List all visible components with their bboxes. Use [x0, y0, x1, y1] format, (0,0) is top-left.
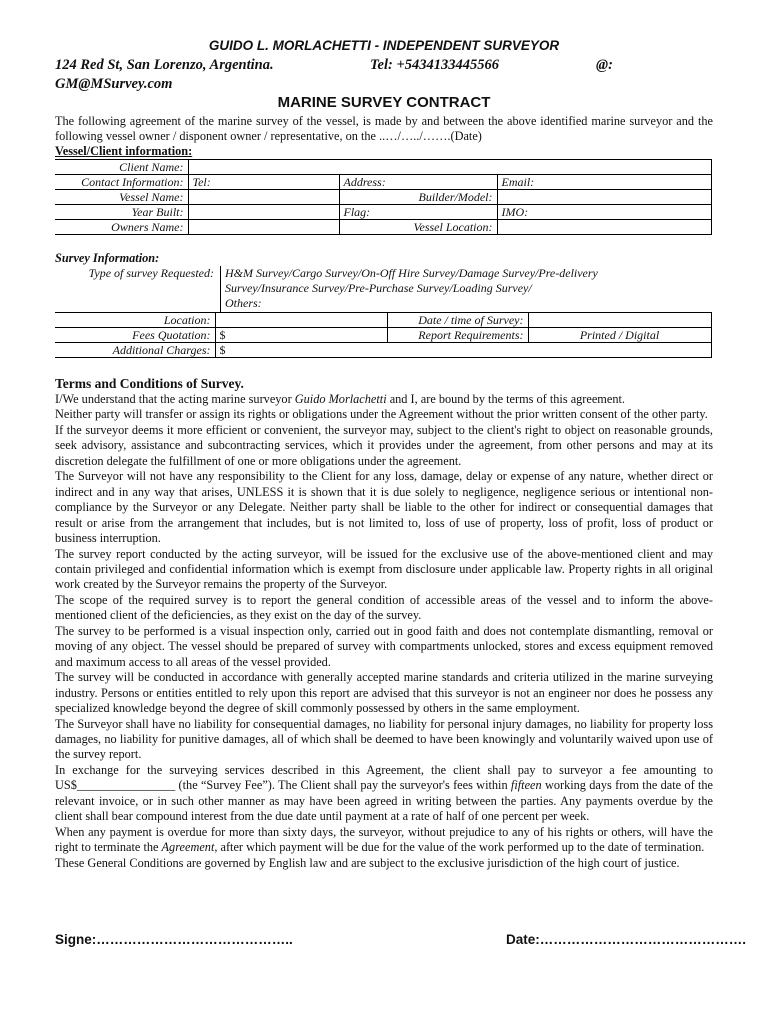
surveyor-tel: Tel: +5434133445566	[370, 57, 499, 73]
vessel-location-field[interactable]	[497, 220, 711, 235]
vessel-name-label: Vessel Name:	[55, 190, 188, 205]
survey-type-others: Others:	[225, 296, 262, 310]
terms-paragraph: The scope of the required survey is to report the general condition of accessible areas of the vessel and to inform the above-mentioned client of the deficiencies, as they exist on the day of the survey.	[55, 592, 713, 623]
year-built-field[interactable]	[188, 205, 339, 220]
tel-field[interactable]: Tel:	[188, 175, 339, 190]
agreement-italic: Agreement	[161, 840, 215, 855]
date-time-field[interactable]	[528, 313, 711, 328]
report-requirements-label: Report Requirements:	[387, 328, 528, 343]
survey-type-label: Type of survey Requested:	[88, 266, 214, 280]
additional-charges-field[interactable]: $	[215, 343, 711, 358]
fees-quotation-label: Fees Quotation:	[55, 328, 215, 343]
vessel-section-heading: Vessel/Client information:	[55, 144, 193, 158]
surveyor-address: 124 Red St, San Lorenzo, Argentina.	[55, 57, 274, 73]
survey-type-line: H&M Survey/Cargo Survey/On-Off Hire Survey/Damage Survey/Pre-delivery	[225, 266, 598, 280]
table-row	[55, 313, 711, 328]
report-requirements-field[interactable]: Printed / Digital	[528, 328, 711, 343]
contact-information-label: Contact Information:	[55, 175, 188, 190]
terms-heading: Terms and Conditions of Survey.	[55, 376, 244, 391]
location-label: Location:	[55, 313, 215, 328]
document-title: MARINE SURVEY CONTRACT	[277, 94, 491, 111]
date-line[interactable]: Date:……………………………………….	[506, 932, 747, 947]
address-field[interactable]: Address:	[339, 175, 497, 190]
location-field[interactable]	[215, 313, 387, 328]
builder-model-label: Builder/Model:	[339, 190, 497, 205]
surveyor-email: GM@MSurvey.com	[55, 76, 173, 92]
table-row	[55, 190, 711, 205]
table-row	[55, 220, 711, 235]
year-built-label: Year Built:	[55, 205, 188, 220]
flag-field[interactable]: Flag:	[339, 205, 497, 220]
terms-paragraph: Neither party will transfer or assign its rights or obligations under the Agreement without the prior written consent of the other party.	[55, 407, 708, 422]
builder-model-field[interactable]	[497, 190, 711, 205]
email-field[interactable]: Email:	[497, 175, 711, 190]
terms-paragraph: When any payment is overdue for more than sixty days, the surveyor, without prejudice to any of his rights or others, will have the right to terminate the Agreement, after which payment will be due for the value of the work performed up to the date of termination.	[55, 824, 713, 855]
client-name-field[interactable]	[188, 160, 711, 175]
surveyor-name-italic: Guido Morlachetti	[294, 392, 387, 406]
contact-line	[55, 57, 715, 77]
terms-paragraph: In exchange for the surveying services described in this Agreement, the client shall pay to surveyor a fee amounting to US$________________ (the “Survey Fee”). The Client shall pay the surveyor's fees within fifteen working days from the date of the relevant invoice, or in such other manner as may have been agreed in writing between the parties. Any payments overdue by the client shall bear compound interest from the due date until payment at a rate of half of one percent per week.	[55, 762, 713, 824]
vessel-name-field[interactable]	[188, 190, 339, 205]
survey-section-heading: Survey Information:	[55, 251, 160, 265]
table-row	[55, 175, 711, 190]
terms-paragraph: The survey to be performed is a visual inspection only, carried out in good faith and does not contemplate dismantling, removal or moving of any object. The vessel should be prepared of survey with compartments unlocked, stores and excess equipment removed and maximum access to all areas of the vessel provided.	[55, 623, 713, 669]
survey-type-line: Survey/Insurance Survey/Pre-Purchase Survey/Loading Survey/	[225, 281, 532, 295]
terms-paragraph: The survey will be conducted in accordance with generally accepted marine standards and criteria utilized in the marine surveying industry. Persons or entities entitled to rely upon this report are advised that this surveyor is not an engineer nor does he possess any specialized knowledge beyond the degree of skill commonly possessed by others in the same employment.	[55, 670, 713, 716]
terms-body	[55, 392, 713, 871]
date-time-label: Date / time of Survey:	[387, 313, 528, 328]
terms-paragraph: The survey report conducted by the acting surveyor, will be issued for the exclusive use of the above-mentioned client and may contain privileged and confidential information which is exempt from disclosure under applicable law. Property rights in all original work created by the Surveyor remains the property of the Surveyor.	[55, 546, 713, 592]
vessel-location-label: Vessel Location:	[339, 220, 497, 235]
fifteen-italic: fifteen	[510, 778, 542, 793]
survey-info-table	[55, 312, 712, 358]
signature-line[interactable]: Signe:……………………………………..	[55, 932, 293, 947]
additional-charges-label: Additional Charges:	[55, 343, 215, 358]
terms-paragraph: The Surveyor will not have any responsibility to the Client for any loss, damage, delay or expense of any nature, whether direct or indirect and in any way that arises, UNLESS it is shown that it is due solely to negligence, negligence serious or intentional non-compliance by the Surveyor or any Delegate. Neither party shall be liable to the other for indirect or consequential damages that result or arise from the arrangement that includes, but is not limited to, loss of use of property, loss of profit, loss of product or business interruption.	[55, 469, 713, 546]
at-symbol: @:	[596, 57, 613, 73]
survey-type-options[interactable]	[225, 266, 598, 311]
owners-name-label: Owners Name:	[55, 220, 188, 235]
table-row	[55, 343, 711, 358]
vessel-client-table	[55, 159, 712, 235]
terms-paragraph: I/We understand that the acting marine surveyor Guido Morlachetti and I, are bound by the terms of this agreement.	[55, 392, 625, 406]
table-row	[55, 328, 711, 343]
terms-paragraph: The Surveyor shall have no liability for consequential damages, no liability for personal injury damages, no liability for property loss damages, no liability for punitive damages, all of which shall be deemed to have been knowingly and voluntarily waived upon use of the survey report.	[55, 716, 713, 762]
terms-paragraph: These General Conditions are governed by English law and are subject to the exclusive jurisdiction of the high court of justice.	[55, 855, 680, 870]
table-row	[55, 160, 711, 175]
owners-name-field[interactable]	[188, 220, 339, 235]
client-name-label: Client Name:	[55, 160, 188, 175]
imo-field[interactable]: IMO:	[497, 205, 711, 220]
table-row	[55, 205, 711, 220]
fees-quotation-field[interactable]: $	[215, 328, 387, 343]
terms-paragraph: If the surveyor deems it more efficient or convenient, the surveyor may, subject to the client's right to object on reasonable grounds, seek advisory, assistance and subcontracting services, which it provides under the agreement, from other persons and may at its discretion delegate the fulfillment of one or more obligations under the agreement.	[55, 422, 713, 468]
surveyor-name: GUIDO L. MORLACHETTI - INDEPENDENT SURVEYOR	[208, 38, 560, 53]
divider	[220, 266, 221, 312]
intro-paragraph: The following agreement of the marine survey of the vessel, is made by and between the above identified marine surveyor and the following vessel owner / disponent owner / representative, on the ..…/…../…….(Date)	[55, 114, 713, 143]
